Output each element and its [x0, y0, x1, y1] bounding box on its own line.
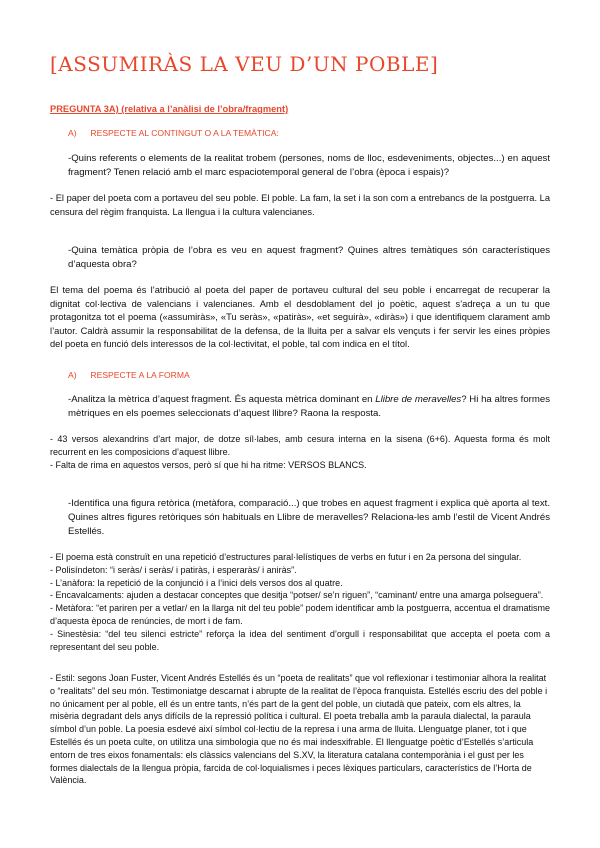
question-referents: -Quins referents o elements de la realitat trobem (persones, noms de lloc, esdeveniments, objectes...) en aquest fragment? Tenen relació amb el marc espaciotemporal general de l’obra (època i espais)?	[68, 153, 550, 178]
list-item: - El poema està construït en una repetició d’estructures paral·lelístiques de verbs en futur i en 2a persona del singular.	[50, 552, 522, 562]
answer-metrica	[50, 433, 550, 471]
section-content-heading	[68, 128, 279, 138]
list-item: - L’anàfora: la repetició de la conjunció i a l’inici dels versos dos al quatre.	[50, 577, 343, 588]
list-item: - Polisíndeton: “i seràs/ i seràs/ i patiràs, i esperaràs/ i aniràs”.	[50, 564, 297, 575]
page-title: [ASSUMIRÀS LA VEU D’UN POBLE]	[50, 52, 439, 76]
list-item: - Falta de rima en aquestos versos, però sí que hi ha ritme: VERSOS BLANCS.	[50, 459, 367, 470]
question-heading: PREGUNTA 3A) (relativa a l’anàlisi de l’obra/fragment)	[50, 104, 289, 114]
question-figures: -Identifica una figura retòrica (metàfora, comparació...) que trobes en aquest fragment i explica què aporta al text. Quines altres figures retòriques són habituals en Llibre de meravelles? Relaciona-les amb l’estil de Vicent Andrés Estellés.	[68, 498, 550, 537]
section-form-heading	[68, 370, 190, 380]
question-metrica-text: -Analitza la mètrica d’aquest fragment. És aquesta mètrica dominant en	[68, 394, 376, 405]
question-tematica: -Quina temàtica pròpia de l’obra es veu en aquest fragment? Quines altres temàtiques són característiques d’aquesta obra?	[68, 245, 550, 270]
book-title: Llibre de meravelles	[375, 394, 462, 405]
section-letter: A)	[68, 128, 77, 138]
list-item: - Sinestèsia: “del teu silenci estricte” reforça la idea del sentiment d’orgull i responsabilitat que accepta el poeta com a representant del seu poble.	[50, 628, 550, 652]
answer-figures	[50, 551, 550, 653]
list-item: - 43 versos alexandrins d’art major, de dotze síl·labes, amb cesura interna en la sisena (6+6). Aquesta forma és molt recurrent en les composicions d’aquest llibre.	[50, 434, 550, 457]
list-item: - Metàfora: “et pariren per a vetlar/ en la llarga nit del teu poble” podem identificar amb la postguerra, accentua el dramatisme d’aquesta època de renúncies, de mort i de fam.	[50, 603, 550, 626]
list-item: - Encavalcaments: ajuden a destacar conceptes que desitja “potser/ se’n riguen”, “caminant/ entre una amarga polseguera”.	[50, 590, 544, 601]
answer-referents: - El paper del poeta com a portaveu del seu poble. El poble. La fam, la set i la son com a entrebancs de la postguerra. La censura del règim franquista. La llengua i la cultura valencianes.	[50, 193, 550, 217]
answer-estil: - Estil: segons Joan Fuster, Vicent Andrés Estellés és un “poeta de realitats” que vol reflexionar i testimoniar alhora la realitat o “realitats” del seu món. Testimoniatge descarnat i abrupte de la realitat de l’època franquista. Estellés escriu des del poble i no únicament per al poble, ell és un entre tants, n’és part de la gent del poble, un ciutadà que pateix, com els altres, la misèria degradant dels anys difícils de la repressió política i cultural. El poeta treballa amb la paraula dialectal, la paraula símbol d’un poble. La poesia esdevé així símbol col·lectiu de la represa i una arma de lluita. Llenguatge planer, tot i que Estellés és un poeta culte, on utilitza una simbologia que no és mai indesxifrable. El llenguatge poètic d’Estellés s’articula entorn de tres eixos fonamentals: els clàssics valencians del S.XV, la literatura catalana contemporània i el gust per les formes dialectals de la llengua pròpia, farcida de col·loquialismes i peces lèxiques particulars, característics de l’Horta de València.	[50, 673, 548, 786]
section-letter: A)	[68, 370, 77, 380]
question-metrica-text-end: ? Hi ha altres formes mètriques en els poemes seleccionats d’aquest llibre? Raona la resposta.	[68, 394, 550, 419]
answer-tematica: El tema del poema és l’atribució al poeta del paper de portaveu cultural del seu poble i encarregat de recuperar la dignitat col·lectiva de valencians i valencianes. Amb el desdoblament del jo poètic, aquest s’adreça a un tu que protagonitza tot el poema («assumiràs», «Tu seràs», «patiràs», «et seguirà», «diràs») i que identifiquem clarament amb l’autor. Caldrà assumir la responsabilitat de la defensa, de la lluita per a salvar els vençuts i fer servir les eines pròpies del poeta en funció dels interessos de la col·lectivitat, el poble, tal com indica en el títol.	[50, 285, 550, 349]
question-metrica	[68, 393, 550, 421]
section-label: RESPECTE AL CONTINGUT O A LA TEMÀTICA:	[90, 128, 279, 138]
section-label: RESPECTE A LA FORMA	[90, 370, 190, 380]
